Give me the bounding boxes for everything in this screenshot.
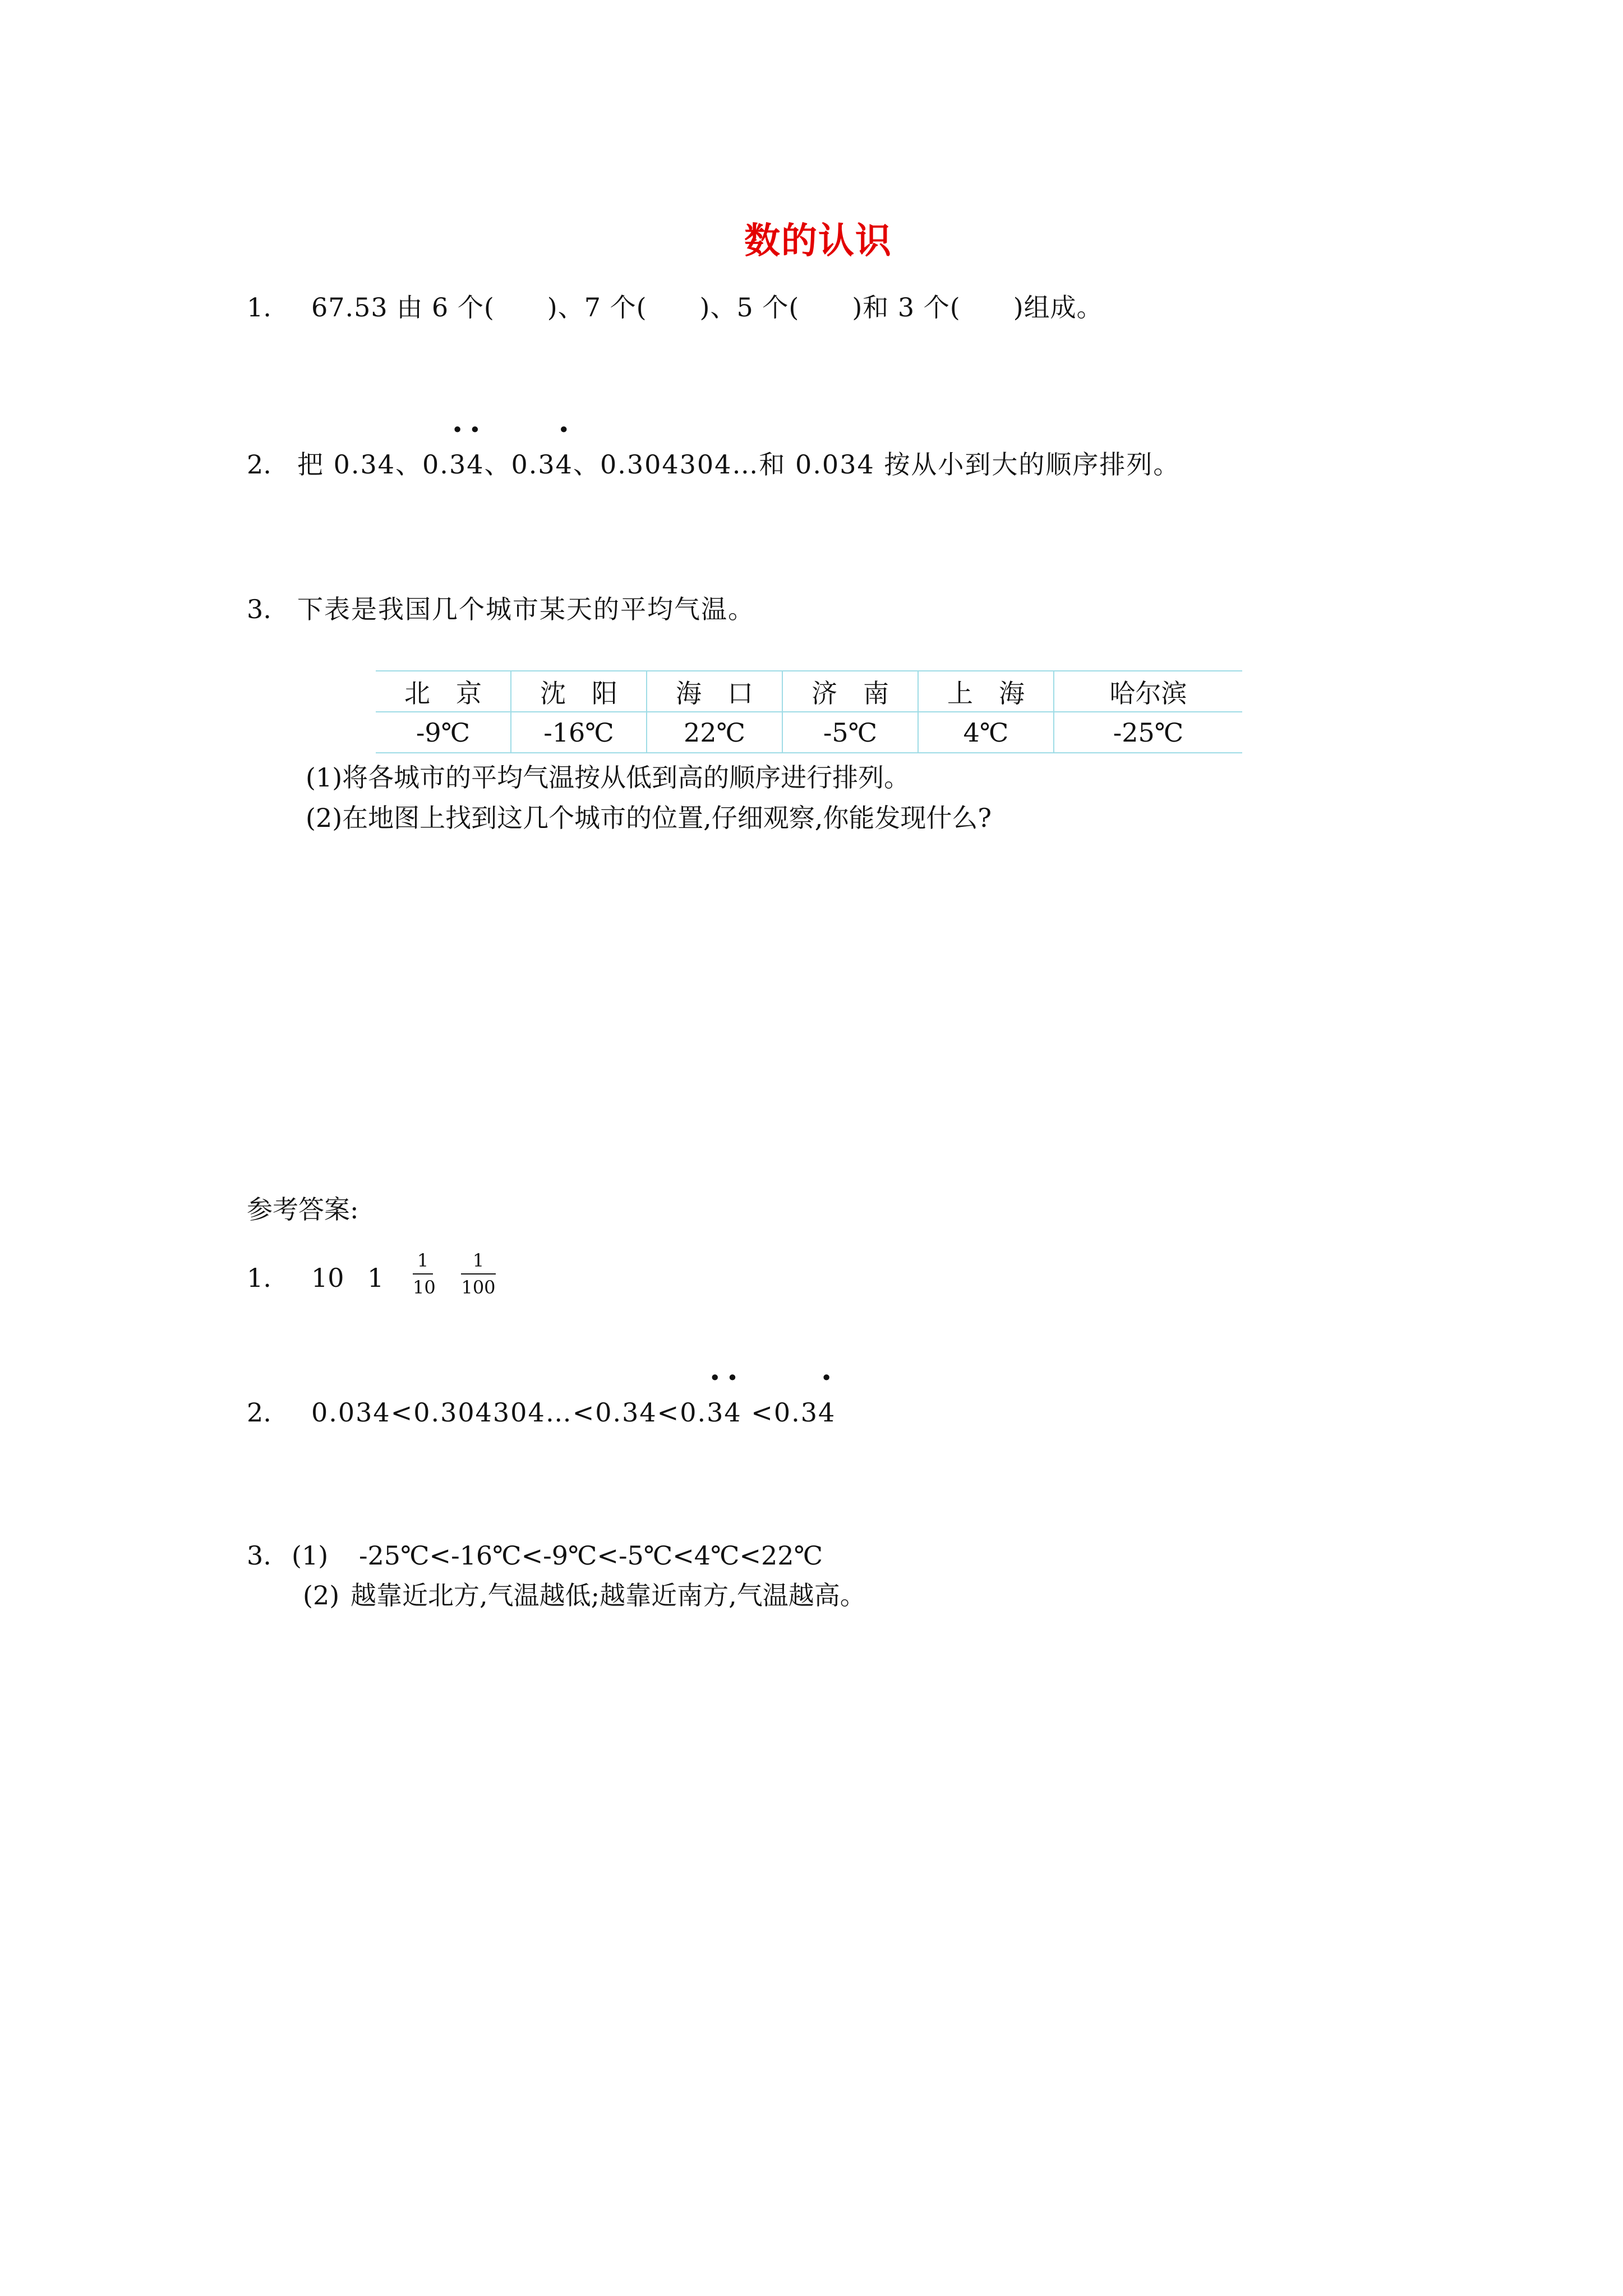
answer-3-sub-1-text: -25℃<-16℃<-9℃<-5℃<4℃<22℃ (359, 1540, 823, 1571)
answer-1-fraction-2 (461, 1250, 496, 1298)
question-2-suffix: 、0.304304…和 0.034 按从小到大的顺序排列。 (573, 449, 1181, 480)
question-2-mid: 、0.3 (484, 449, 556, 480)
table-row-temps (376, 712, 1242, 753)
table-cell: 沈 阳 (511, 671, 647, 712)
answer-1-number: 1. (247, 1263, 271, 1293)
question-3-sub-1: (1)将各城市的平均气温按从低到高的顺序进行排列。 (306, 762, 910, 793)
table-cell: 海 口 (647, 671, 782, 712)
question-2-text (297, 449, 1180, 480)
question-3-number: 3. (247, 594, 271, 624)
table-cell: -16℃ (511, 712, 647, 753)
answer-3-sub-2-label: (2) (303, 1580, 340, 1611)
answers-heading: 参考答案: (247, 1194, 359, 1225)
table-cell: -9℃ (376, 712, 511, 753)
question-2-prefix: 把 0.34、0. (297, 449, 449, 480)
table-cell: 哈尔滨 (1054, 671, 1242, 712)
question-2-number: 2. (247, 449, 271, 480)
repeating-digit-mark: 3 · (449, 449, 467, 480)
answer-1-value-2: 1 (367, 1263, 384, 1293)
fraction-numerator: 1 (417, 1250, 429, 1271)
answer-1-fraction-1 (413, 1250, 436, 1298)
table-cell: -5℃ (782, 712, 918, 753)
answer-2-number: 2. (247, 1397, 271, 1428)
answer-1-value-1: 10 (311, 1263, 344, 1293)
answer-3-sub-1-label: (1) (292, 1540, 329, 1571)
question-3-text: 下表是我国几个城市某天的平均气温。 (297, 594, 755, 624)
table-cell: 上 海 (918, 671, 1054, 712)
repeating-digit-mark: 3 · (707, 1397, 724, 1428)
fraction-denominator: 10 (413, 1277, 436, 1298)
table-row-cities (376, 671, 1242, 712)
table-cell: 4℃ (918, 712, 1054, 753)
answer-3-number: 3. (247, 1540, 271, 1571)
question-3-sub-2: (2)在地图上找到这几个城市的位置,仔细观察,你能发现什么? (306, 803, 992, 833)
page-title: 数的认识 (744, 220, 892, 262)
repeating-digit-mark: 4 · (556, 449, 573, 480)
repeating-digit-mark: 4 · (467, 449, 484, 480)
fraction-numerator: 1 (472, 1250, 485, 1271)
fraction-denominator: 100 (461, 1277, 496, 1298)
question-1-number: 1. (247, 292, 271, 323)
table-cell: 济 南 (782, 671, 918, 712)
temperature-table (376, 670, 1242, 753)
answer-2-mid: <0.3 (741, 1397, 819, 1428)
repeating-digit-mark: 4 · (724, 1397, 741, 1428)
answer-2-prefix: 0.034<0.304304…<0.34<0. (311, 1397, 707, 1428)
table-cell: -25℃ (1054, 712, 1242, 753)
table-cell: 22℃ (647, 712, 782, 753)
answer-3-sub-2-text: 越靠近北方,气温越低;越靠近南方,气温越高。 (351, 1580, 866, 1611)
fraction-bar (413, 1273, 433, 1274)
answer-2-text (311, 1397, 836, 1428)
table-cell: 北 京 (376, 671, 511, 712)
question-1-text: 67.53 由 6 个( )、7 个( )、5 个( )和 3 个( )组成。 (311, 292, 1103, 323)
repeating-digit-mark: 4 · (818, 1397, 836, 1428)
fraction-bar (461, 1273, 496, 1274)
